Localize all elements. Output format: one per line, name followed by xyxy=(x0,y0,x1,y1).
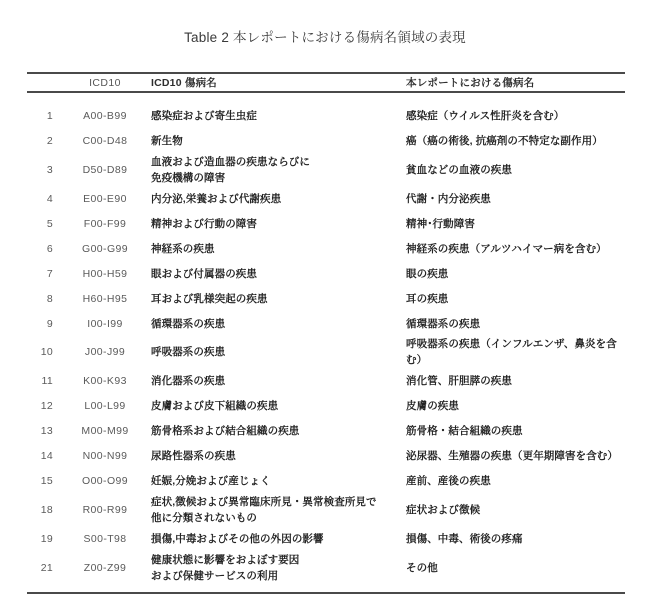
row-icd10-name-line1: 健康状態に影響をおよぼす要因 xyxy=(151,553,300,566)
row-report-name: 筋骨格・結合組織の疾患 xyxy=(406,424,523,437)
row-icd10-code: L00-L99 xyxy=(84,399,126,412)
table-header-row xyxy=(27,74,625,91)
row-report-name: 産前、産後の疾患 xyxy=(406,474,491,487)
row-icd10-name xyxy=(151,344,406,360)
row-icd10-name xyxy=(151,108,406,124)
row-number: 21 xyxy=(40,561,53,574)
row-icd10-code: M00-M99 xyxy=(81,424,129,437)
row-icd10-name-line1: 皮膚および皮下組織の疾患 xyxy=(151,399,279,412)
row-number: 7 xyxy=(46,267,53,280)
table-row xyxy=(27,393,625,418)
row-icd10-name-line1: 精神および行動の障害 xyxy=(151,217,257,230)
table-row xyxy=(27,468,625,493)
table-row xyxy=(27,186,625,211)
row-report-name: 消化管、肝胆膵の疾患 xyxy=(406,374,512,387)
row-icd10-code: E00-E90 xyxy=(83,192,127,205)
row-number: 1 xyxy=(46,109,53,122)
row-icd10-name-line1: 呼吸器系の疾患 xyxy=(151,346,226,358)
row-icd10-name-line2: および保健サービスの利用 xyxy=(151,569,279,582)
row-icd10-name xyxy=(151,398,406,414)
table-row xyxy=(27,236,625,261)
table-row xyxy=(27,261,625,286)
row-report-name: 皮膚の疾患 xyxy=(406,399,459,412)
row-icd10-name-line1: 消化器系の疾患 xyxy=(151,374,226,387)
table-row xyxy=(27,443,625,468)
row-report-name: 代謝・内分泌疾患 xyxy=(406,192,491,205)
row-number: 5 xyxy=(46,217,53,230)
row-icd10-name xyxy=(151,494,406,526)
row-icd10-code: O00-O99 xyxy=(82,474,128,487)
row-icd10-name-line1: 妊娠,分娩および産じょく xyxy=(151,474,271,487)
row-icd10-code: Z00-Z99 xyxy=(83,561,127,574)
row-icd10-name xyxy=(151,133,406,149)
row-report-name: 耳の疾患 xyxy=(406,292,449,305)
row-report-name: 神経系の疾患（アルツハイマー病を含む） xyxy=(406,242,607,255)
row-icd10-code: D50-D89 xyxy=(82,163,128,176)
table-row xyxy=(27,336,625,368)
table-caption: Table 2 本レポートにおける傷病名領域の表現 xyxy=(184,30,466,45)
header-icd10-name: ICD10 傷病名 xyxy=(151,76,217,89)
row-icd10-code: H60-H95 xyxy=(82,292,128,305)
row-number: 19 xyxy=(40,532,53,545)
table-row xyxy=(27,286,625,311)
icd10-mapping-table xyxy=(27,72,625,594)
row-icd10-name xyxy=(151,154,406,186)
row-number: 2 xyxy=(46,134,53,147)
row-number: 13 xyxy=(40,424,53,437)
row-icd10-name-line1: 耳および乳様突起の疾患 xyxy=(151,292,268,305)
row-icd10-name-line2: 他に分類されないもの xyxy=(151,511,257,524)
row-icd10-name-line2: 免疫機構の障害 xyxy=(151,171,226,184)
table-row xyxy=(27,153,625,186)
row-icd10-name-line1: 神経系の疾患 xyxy=(151,242,215,255)
row-icd10-code: F00-F99 xyxy=(83,217,127,230)
row-number: 3 xyxy=(46,163,53,176)
row-icd10-name xyxy=(151,316,406,332)
row-icd10-code: A00-B99 xyxy=(83,109,127,122)
table-body xyxy=(27,93,625,592)
row-icd10-code: S00-T98 xyxy=(83,532,127,545)
row-icd10-name xyxy=(151,423,406,439)
row-report-name: 癌（癌の術後, 抗癌剤の不特定な副作用） xyxy=(406,134,603,147)
row-report-name: 泌尿器、生殖器の疾患（更年期障害を含む） xyxy=(406,449,618,462)
row-number: 15 xyxy=(40,474,53,487)
table-row xyxy=(27,103,625,128)
row-icd10-name-line1: 内分泌,栄養および代謝疾患 xyxy=(151,192,282,205)
row-report-name: 損傷、中毒、術後の疼痛 xyxy=(406,532,523,545)
row-number: 4 xyxy=(46,192,53,205)
table-bottom-rule xyxy=(27,592,625,594)
table-row xyxy=(27,551,625,584)
row-number: 14 xyxy=(40,449,53,462)
row-number: 10 xyxy=(40,346,53,358)
row-icd10-code: I00-I99 xyxy=(87,317,123,330)
row-number: 6 xyxy=(46,242,53,255)
row-report-name: 呼吸器系の疾患（インフルエンザ、鼻炎を含む） xyxy=(406,338,617,366)
row-icd10-code: H00-H59 xyxy=(82,267,128,280)
row-icd10-name xyxy=(151,291,406,307)
row-icd10-name xyxy=(151,266,406,282)
table-row xyxy=(27,418,625,443)
row-number: 12 xyxy=(40,399,53,412)
row-report-name: その他 xyxy=(406,561,438,574)
row-icd10-name-line1: 感染症および寄生虫症 xyxy=(151,109,257,122)
row-number: 8 xyxy=(46,292,53,305)
row-icd10-name xyxy=(151,552,406,584)
table-row xyxy=(27,311,625,336)
row-icd10-code: C00-D48 xyxy=(82,134,128,147)
row-icd10-name xyxy=(151,373,406,389)
row-icd10-name-line1: 筋骨格系および結合組織の疾患 xyxy=(151,424,300,437)
table-row xyxy=(27,128,625,153)
row-icd10-name-line1: 新生物 xyxy=(151,134,183,147)
row-icd10-name-line1: 症状,徴候および異常臨床所見・異常検査所見で xyxy=(151,495,377,508)
header-report-name: 本レポートにおける傷病名 xyxy=(406,76,535,89)
row-icd10-name-line1: 損傷,中毒およびその他の外因の影響 xyxy=(151,532,324,545)
row-icd10-name xyxy=(151,473,406,489)
row-icd10-name-line1: 循環器系の疾患 xyxy=(151,317,226,330)
row-icd10-code: G00-G99 xyxy=(82,242,128,255)
row-report-name: 精神･行動障害 xyxy=(406,217,475,230)
row-icd10-name-line1: 血液および造血器の疾患ならびに xyxy=(151,155,310,168)
table-row xyxy=(27,368,625,393)
row-report-name: 感染症（ウイルス性肝炎を含む） xyxy=(406,109,565,122)
row-icd10-code: J00-J99 xyxy=(84,346,126,358)
table-row xyxy=(27,526,625,551)
row-icd10-name xyxy=(151,191,406,207)
row-icd10-code: R00-R99 xyxy=(82,503,128,516)
row-icd10-name xyxy=(151,216,406,232)
table-row xyxy=(27,211,625,236)
row-icd10-name xyxy=(151,448,406,464)
row-report-name: 眼の疾患 xyxy=(406,267,449,280)
header-icd10-code: ICD10 xyxy=(89,76,121,89)
row-icd10-name xyxy=(151,241,406,257)
table-row xyxy=(27,493,625,526)
row-report-name: 貧血などの血液の疾患 xyxy=(406,163,512,176)
row-icd10-name xyxy=(151,531,406,547)
row-number: 11 xyxy=(41,374,53,387)
row-report-name: 循環器系の疾患 xyxy=(406,317,481,330)
row-icd10-code: K00-K93 xyxy=(83,374,127,387)
row-number: 9 xyxy=(46,317,53,330)
row-report-name: 症状および徴候 xyxy=(406,503,481,516)
row-number: 18 xyxy=(40,503,53,516)
row-icd10-name-line1: 眼および付属器の疾患 xyxy=(151,267,257,280)
row-icd10-code: N00-N99 xyxy=(82,449,128,462)
row-icd10-name-line1: 尿路性器系の疾患 xyxy=(151,449,236,462)
